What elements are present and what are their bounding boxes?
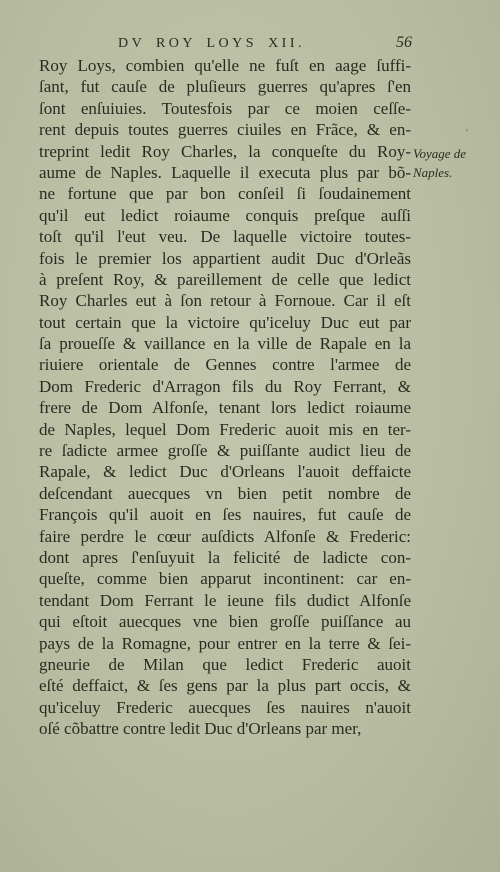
text-line: de Naples, lequel Dom Frederic auoit mis en ter- xyxy=(39,419,411,439)
margin-note-line: Naples. xyxy=(413,165,453,180)
text-line: Rapale, & ledict Duc d'Orleans l'auoit deffaicte xyxy=(39,462,411,482)
text-line: re ſadicte armee groſſe & puiſſante audict lieu de xyxy=(39,441,411,461)
text-line: ſont enſuiuies. Toutesfois par ce moien ceſſe- xyxy=(39,98,411,118)
text-line: eſté deffaict, & ſes gens par la plus part occis, & xyxy=(39,676,411,696)
running-head: DV ROY LOYS XII. xyxy=(118,36,305,51)
text-line: à preſent Roy, & pareillement de celle que ledict xyxy=(39,269,411,289)
margin-tick: ' xyxy=(466,128,468,139)
text-line: pays de la Romagne, pour entrer en la terre & ſei- xyxy=(39,633,411,653)
text-line: qu'iceluy Frederic auecques ſes nauires n'auoit xyxy=(39,697,411,717)
text-line: rent depuis toutes guerres ciuiles en Frãce, & en- xyxy=(39,120,411,140)
text-line: treprint ledit Roy Charles, la conqueſte du Roy- xyxy=(39,141,411,161)
text-line: toſt qu'il l'eut veu. De laquelle victoire toutes- xyxy=(39,227,411,247)
margin-note-line: Voyage de xyxy=(413,146,467,161)
text-line: ſa proueſſe & vaillance en la ville de Rapale en la xyxy=(39,334,411,354)
text-line: riuiere orientale de Gennes contre l'armee de xyxy=(39,355,411,375)
text-line: faire perdre le cœur auſdicts Alfonſe & Frederic: xyxy=(39,526,411,546)
body-text xyxy=(39,55,411,740)
text-line: qu'il eut ledict roiaume conquis preſque auſſi xyxy=(39,205,411,225)
text-line: tendant Dom Ferrant le ieune fils dudict Alfonſe xyxy=(39,590,411,610)
text-line: Dom Frederic d'Arragon fils du Roy Ferrant, & xyxy=(39,376,411,396)
page-header xyxy=(0,36,500,56)
text-line: frere de Dom Alfonſe, tenant lors ledict roiaume xyxy=(39,398,411,418)
text-line: Roy Loys, combien qu'elle ne fuſt en aage ſuffi- xyxy=(39,56,411,75)
text-line: fois le premier los appartient audit Duc d'Orleãs xyxy=(39,248,411,268)
text-line: ne fortune que par bon conſeil ſi ſoudainement xyxy=(39,184,411,204)
text-line: queſte, comme bien apparut incontinent: car en- xyxy=(39,569,411,589)
text-line: Roy Charles eut à ſon retour à Fornoue. Car il eſt xyxy=(39,291,411,311)
text-line: tout certain que la victoire qu'iceluy Duc eut par xyxy=(39,312,411,332)
text-line: deſcendant auecques vn bien petit nombre de xyxy=(39,483,411,503)
text-line: oſé cõbattre contre ledit Duc d'Orleans par mer, xyxy=(39,719,362,739)
text-line: aume de Naples. Laquelle il executa plus par bõ- xyxy=(39,162,411,182)
text-line: ſant, fut cauſe de pluſieurs guerres qu'apres ſ'en xyxy=(39,77,411,97)
text-line: qui eſtoit auecques vne bien groſſe puiſſance au xyxy=(39,612,411,632)
text-line: gneurie de Milan que ledict Frederic auoit xyxy=(39,654,411,674)
page-number: 56 xyxy=(396,34,412,51)
text-line: François qu'il auoit en ſes nauires, fut cauſe de xyxy=(39,505,411,525)
margin-note xyxy=(413,144,493,182)
text-line: dont apres ſ'enſuyuit la felicité de ladicte con- xyxy=(39,547,411,567)
